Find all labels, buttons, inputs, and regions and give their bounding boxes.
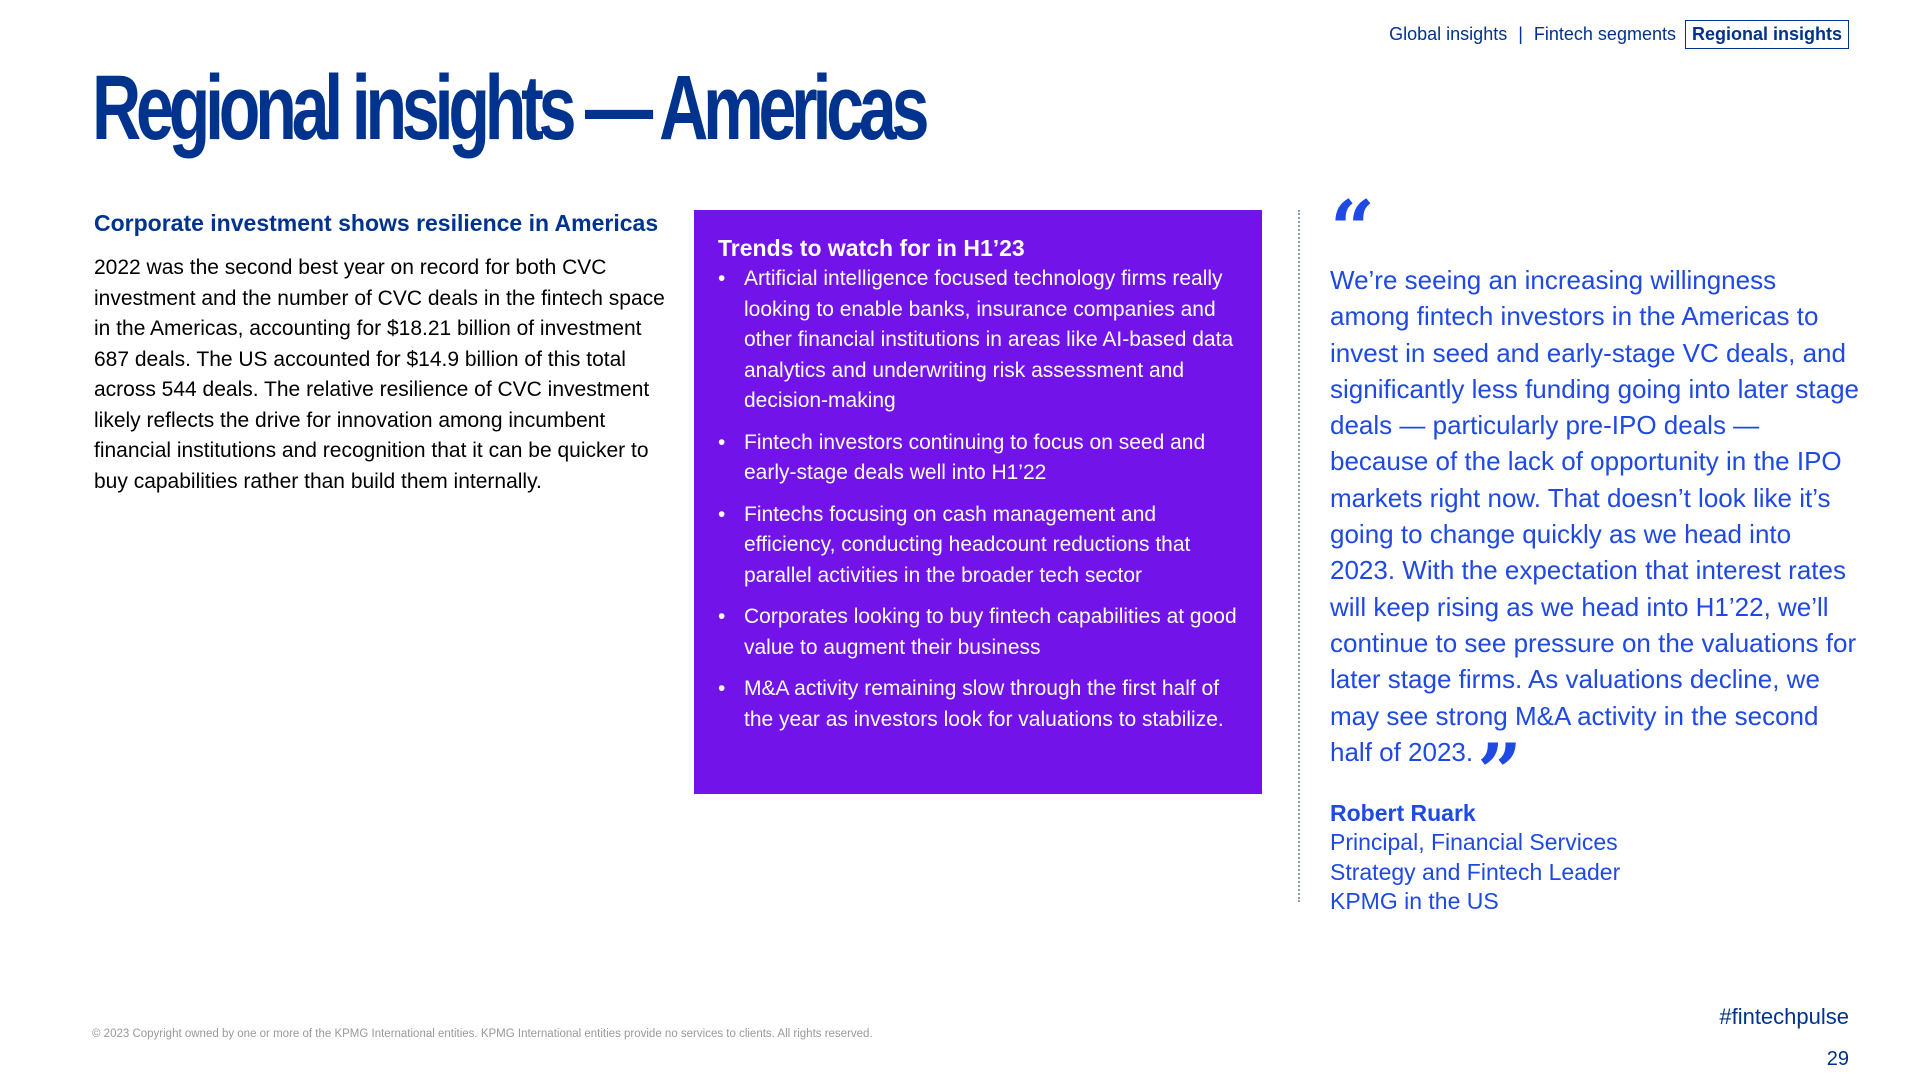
dotted-divider <box>1298 210 1300 902</box>
open-quote-icon: “ <box>1330 184 1375 275</box>
list-item-text: M&A activity remaining slow through the first half of the year as investors look for valuations to stabilize. <box>744 677 1224 731</box>
list-item-text: Corporates looking to buy fintech capabilities at good value to augment their business <box>744 605 1237 659</box>
nav-fintech-segments[interactable]: Fintech segments <box>1533 24 1676 44</box>
author-title-line-1: Principal, Financial Services <box>1330 829 1618 856</box>
page-number: 29 <box>1826 1048 1849 1070</box>
page-title: Regional insights — Americas <box>92 57 925 159</box>
list-item-text: Fintech investors continuing to focus on seed and early-stage deals well into H1’22 <box>744 430 1206 484</box>
list-item <box>718 674 1248 735</box>
list-item <box>718 500 1248 592</box>
author-title-line-2: Strategy and Fintech Leader <box>1330 858 1621 885</box>
list-item-text: Fintechs focusing on cash management and efficiency, conducting headcount reductions that parallel activities in the broader tech sector <box>744 502 1191 587</box>
bullet-icon: • <box>718 605 726 628</box>
list-item-text: Artificial intelligence focused technology firms really looking to enable banks, insurance companies and other financial institutions in areas like AI-based data analytics and underwriting risk assessment and decision-making <box>744 267 1234 412</box>
nav-regional-insights[interactable]: Regional insights <box>1685 20 1849 49</box>
quote-text-block: We’re seeing an increasing willingness among fintech investors in the Americas to invest in seed and early-stage VC deals, and significantly less funding going into later stage deals — particularly pre-IPO deals — because of the lack of opportunity in the IPO markets right now. That doesn’t look like it’s going to change quickly as we head into 2023. With the expectation that interest rates will keep rising as we head into H1’22, we’ll continue to see pressure on the valuations for later stage firms. As valuations decline, we may see strong M&A activity in the second half of 2023.” <box>1330 265 1859 818</box>
list-item <box>718 264 1248 417</box>
bullet-icon: • <box>718 502 726 526</box>
section-body: 2022 was the second best year on record for both CVC investment and the number of CVC deals in the fintech space in the Americas, accounting for $18.21 billion of investment 687 deals. The US accounted for $14.9 billion of this total across 544 deals. The relative resilience of CVC investment likely reflects the drive for innovation among incumbent financial institutions and recognition that it can be quicker to buy capabilities rather than build them internally. <box>94 256 665 493</box>
copyright-notice: © 2023 Copyright owned by one or more of the KPMG International entities. KPMG International entities provide no services to clients. All rights reserved. <box>92 1028 873 1040</box>
trends-box <box>694 210 1262 794</box>
author-name: Robert Ruark <box>1330 799 1476 826</box>
quote-block <box>1330 184 1860 917</box>
list-item <box>718 602 1248 663</box>
quote-author <box>1330 799 1860 917</box>
author-organization: KPMG in the US <box>1330 888 1499 915</box>
left-column <box>94 208 674 497</box>
bullet-icon: • <box>718 267 726 290</box>
nav-global-insights[interactable]: Global insights <box>1389 24 1508 44</box>
section-nav <box>1389 20 1849 49</box>
bullet-icon: • <box>718 430 726 454</box>
trends-title: Trends to watch for in H1’23 <box>718 235 1025 261</box>
bullet-icon: • <box>718 677 726 700</box>
list-item <box>718 428 1248 489</box>
hashtag: #fintechpulse <box>1719 1004 1849 1029</box>
nav-separator: | <box>1518 24 1523 44</box>
section-heading: Corporate investment shows resilience in Americas <box>94 210 659 236</box>
quote-text: We’re seeing an increasing willingness among fintech investors in the Americas to invest in seed and early-stage VC deals, and significantly less funding going into later stage deals — particularly pre-IPO deals — because of the lack of opportunity in the IPO markets right now. That doesn’t look like it’s going to change quickly as we head into 2023. With the expectation that interest rates will keep rising as we head into H1’22, we’ll continue to see pressure on the valuations for later stage firms. As valuations decline, we may see strong M&A activity in the second half of 2023. <box>1330 265 1859 767</box>
trends-list <box>718 264 1248 735</box>
